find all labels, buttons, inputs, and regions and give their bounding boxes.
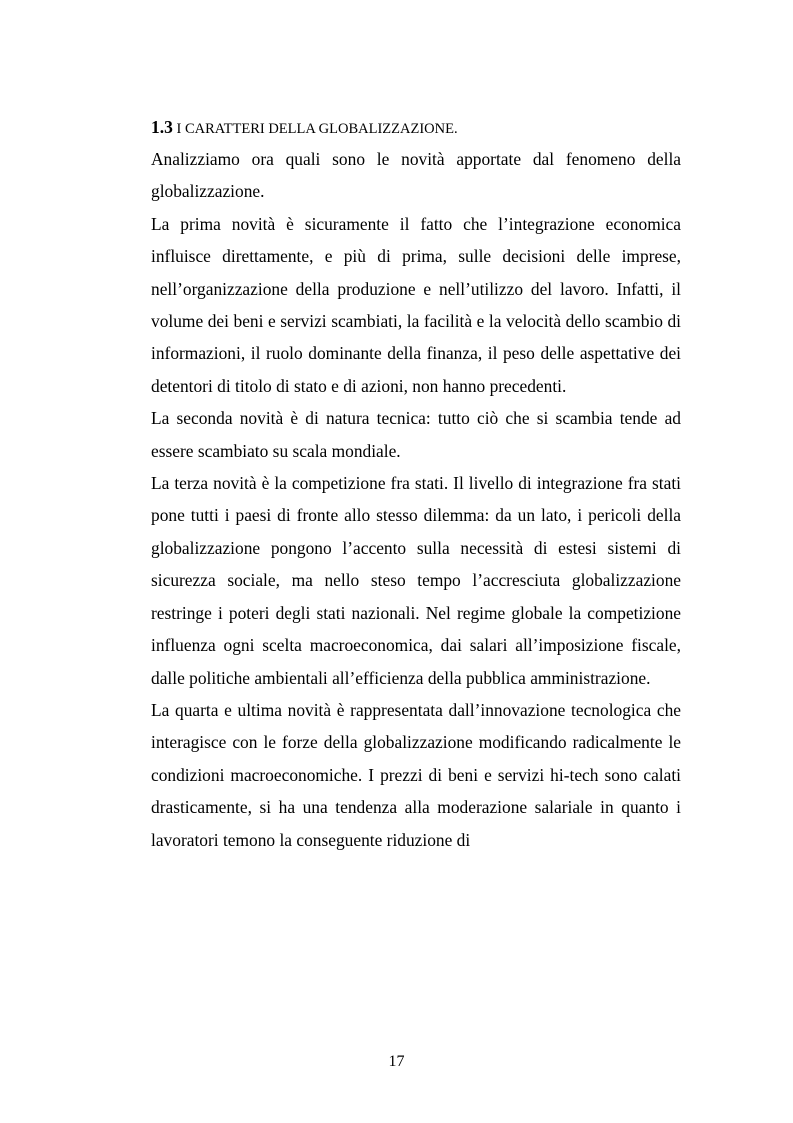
paragraph-first-novelty: La prima novità è sicuramente il fatto che l’integrazione economica influisce direttamente, e più di prima, sulle decisioni delle imprese, nell’organizzazione della produzione e nell’utilizzo del lavoro. Infatti, il volume dei beni e servizi scambiati, la facilità e la velocità dello scambio di informazioni, il ruolo dominante della finanza, il peso delle aspettative dei detentori di titolo di stato e di azioni, non hanno precedenti. bbox=[151, 213, 681, 396]
paragraph-fourth-novelty: La quarta e ultima novità è rappresentata dall’innovazione tecnologica che interagisce con le forze della globalizzazione modificando radicalmente le condizioni macroeconomiche. I prezzi di beni e servizi hi-tech sono calati drasticamente, si ha una tendenza alla moderazione salariale in quanto i lavoratori temono la conseguente riduzione di bbox=[151, 699, 681, 850]
page-body bbox=[151, 112, 681, 856]
section-number: 1.3 bbox=[151, 117, 173, 137]
paragraph-second-novelty: La seconda novità è di natura tecnica: tutto ciò che si scambia tende ad essere scambiato su scala mondiale. bbox=[151, 408, 681, 461]
section-heading bbox=[151, 112, 681, 143]
paragraph-intro: Analizziamo ora quali sono le novità apportate dal fenomeno della globalizzazione. bbox=[151, 149, 681, 202]
section-title: I CARATTERI DELLA GLOBALIZZAZIONE. bbox=[176, 121, 458, 137]
page-number: 17 bbox=[388, 1053, 405, 1070]
paragraph-third-novelty: La terza novità è la competizione fra stati. Il livello di integrazione fra stati pone tutti i paesi di fronte allo stesso dilemma: da un lato, i pericoli della globalizzazione pongono l’accento sulla necessità di estesi sistemi di sicurezza sociale, ma nello steso tempo l’accresciuta globalizzazione restringe i poteri degli stati nazionali. Nel regime globale la competizione influenza ogni scelta macroeconomica, dai salari all’imposizione fiscale, dalle politiche ambientali all’efficienza della pubblica amministrazione. bbox=[151, 473, 681, 688]
